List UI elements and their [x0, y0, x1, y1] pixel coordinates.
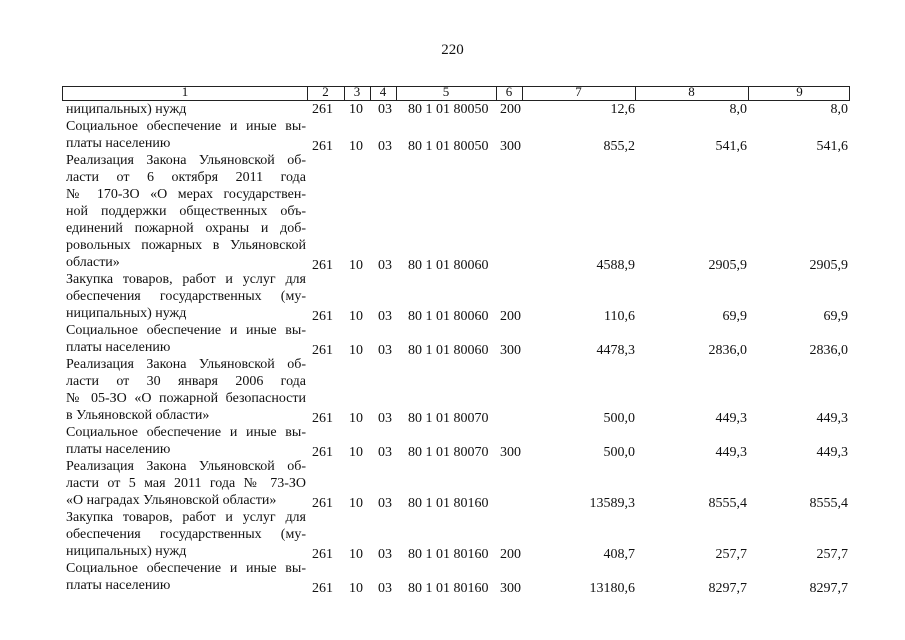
header-col-5: 5: [442, 84, 450, 99]
row-description-line: ниципальных) нужд: [66, 306, 187, 321]
row-description-line: платы населению: [66, 340, 171, 355]
row-c3-value: 10: [349, 102, 363, 117]
row-c9-value: 541,6: [816, 139, 848, 154]
row-c7-value: 408,7: [603, 547, 635, 562]
row-c8-value: 8297,7: [708, 581, 747, 596]
row-c4-value: 03: [378, 343, 392, 358]
row-description-line: обеспечения государственных (му-: [66, 527, 306, 542]
row-c3-value: 10: [349, 411, 363, 426]
row-c8-value: 2836,0: [708, 343, 747, 358]
row-c2-value: 261: [312, 445, 333, 460]
row-c5-value: 80 1 01 80060: [408, 343, 489, 358]
row-description-line: ниципальных) нужд: [66, 102, 187, 117]
row-c2-value: 261: [312, 411, 333, 426]
row-c4-value: 03: [378, 411, 392, 426]
row-description-line: Закупка товаров, работ и услуг для: [66, 510, 306, 525]
header-col-7: 7: [575, 84, 582, 99]
row-c7-value: 500,0: [603, 445, 635, 460]
row-description-line: «О наградах Ульяновской области»: [66, 493, 277, 508]
row-c8-value: 257,7: [715, 547, 747, 562]
row-description-line: Реализация Закона Ульяновской об-: [66, 153, 306, 168]
row-c4-value: 03: [378, 496, 392, 511]
row-description-line: ласти от 30 января 2006 года: [66, 374, 306, 389]
row-c6-value: 200: [500, 102, 521, 117]
page-number: 220: [441, 42, 464, 58]
row-c5-value: 80 1 01 80070: [408, 411, 489, 426]
row-c6-value: 300: [500, 445, 521, 460]
row-c8-value: 69,9: [722, 309, 747, 324]
row-c3-value: 10: [349, 139, 363, 154]
row-c7-value: 110,6: [604, 309, 635, 324]
row-c9-value: 8555,4: [809, 496, 848, 511]
row-c3-value: 10: [349, 445, 363, 460]
header-col-1: 1: [181, 84, 189, 99]
row-c3-value: 10: [349, 343, 363, 358]
row-c9-value: 8297,7: [809, 581, 848, 596]
header-col-9: 9: [796, 84, 803, 99]
row-c8-value: 8555,4: [708, 496, 747, 511]
row-c4-value: 03: [378, 547, 392, 562]
row-c2-value: 261: [312, 547, 333, 562]
row-c5-value: 80 1 01 80060: [408, 309, 489, 324]
row-description-line: № 170-ЗО «О мерах государствен-: [66, 187, 306, 202]
row-c2-value: 261: [312, 496, 333, 511]
row-description-line: единений пожарной охраны и доб-: [66, 221, 306, 236]
row-description-line: ной поддержки общественных объ-: [66, 204, 306, 219]
row-c9-value: 257,7: [816, 547, 848, 562]
row-c2-value: 261: [312, 258, 333, 273]
row-c7-value: 12,6: [610, 102, 635, 117]
row-c7-value: 4588,9: [596, 258, 635, 273]
row-description-line: Социальное обеспечение и иные вы-: [66, 119, 306, 134]
row-c3-value: 10: [349, 581, 363, 596]
row-description-line: Реализация Закона Ульяновской об-: [66, 459, 306, 474]
row-description-line: Социальное обеспечение и иные вы-: [66, 323, 306, 338]
row-description-line: Социальное обеспечение и иные вы-: [66, 425, 306, 440]
header-col-4: 4: [379, 84, 387, 99]
row-description-line: области»: [66, 255, 120, 270]
row-c8-value: 449,3: [715, 411, 747, 426]
row-c9-value: 69,9: [823, 309, 848, 324]
row-c2-value: 261: [312, 139, 333, 154]
row-c5-value: 80 1 01 80160: [408, 547, 489, 562]
row-description-line: Закупка товаров, работ и услуг для: [66, 272, 306, 287]
row-c9-value: 8,0: [830, 102, 848, 117]
row-c4-value: 03: [378, 581, 392, 596]
header-col-2: 2: [322, 84, 329, 99]
row-c2-value: 261: [312, 102, 333, 117]
row-c3-value: 10: [349, 496, 363, 511]
row-description-line: ниципальных) нужд: [66, 544, 187, 559]
row-description-line: ровольных пожарных в Ульяновской: [66, 238, 306, 253]
row-c7-value: 855,2: [603, 139, 635, 154]
row-c6-value: 200: [500, 547, 521, 562]
row-c7-value: 13180,6: [589, 581, 635, 596]
row-c3-value: 10: [349, 309, 363, 324]
row-c5-value: 80 1 01 80070: [408, 445, 489, 460]
row-c9-value: 2836,0: [809, 343, 848, 358]
row-c5-value: 80 1 01 80160: [408, 496, 489, 511]
row-c5-value: 80 1 01 80160: [408, 581, 489, 596]
row-description-line: обеспечения государственных (му-: [66, 289, 306, 304]
header-col-6: 6: [505, 84, 513, 99]
row-c8-value: 8,0: [729, 102, 747, 117]
row-description-line: платы населению: [66, 442, 171, 457]
row-description-line: ласти от 5 мая 2011 года № 73-ЗО: [66, 476, 306, 491]
row-c2-value: 261: [312, 343, 333, 358]
row-c6-value: 300: [500, 139, 521, 154]
table-header: [62, 86, 850, 100]
row-description-line: платы населению: [66, 578, 171, 593]
row-description-line: ласти от 6 октября 2011 года: [66, 170, 306, 185]
row-description-line: № 05-ЗО «О пожарной безопасности: [66, 391, 306, 406]
row-c8-value: 449,3: [715, 445, 747, 460]
row-c4-value: 03: [378, 102, 392, 117]
row-c4-value: 03: [378, 445, 392, 460]
row-c7-value: 13589,3: [589, 496, 635, 511]
row-c5-value: 80 1 01 80050: [408, 139, 489, 154]
row-c2-value: 261: [312, 581, 333, 596]
row-c8-value: 2905,9: [708, 258, 747, 273]
row-c6-value: 200: [500, 309, 521, 324]
row-description-line: Реализация Закона Ульяновской об-: [66, 357, 306, 372]
row-c9-value: 449,3: [816, 445, 848, 460]
header-col-8: 8: [688, 84, 695, 99]
row-c4-value: 03: [378, 139, 392, 154]
row-c8-value: 541,6: [715, 139, 747, 154]
row-description-line: платы населению: [66, 136, 171, 151]
row-c4-value: 03: [378, 309, 392, 324]
row-c5-value: 80 1 01 80060: [408, 258, 489, 273]
row-c2-value: 261: [312, 309, 333, 324]
row-c5-value: 80 1 01 80050: [408, 102, 489, 117]
row-c9-value: 2905,9: [809, 258, 848, 273]
row-c9-value: 449,3: [816, 411, 848, 426]
row-description-line: в Ульяновской области»: [66, 408, 210, 423]
row-description-line: Социальное обеспечение и иные вы-: [66, 561, 306, 576]
row-c6-value: 300: [500, 343, 521, 358]
row-c3-value: 10: [349, 547, 363, 562]
row-c4-value: 03: [378, 258, 392, 273]
row-c7-value: 4478,3: [596, 343, 635, 358]
row-c7-value: 500,0: [603, 411, 635, 426]
row-c6-value: 300: [500, 581, 521, 596]
header-col-3: 3: [353, 84, 361, 99]
row-c3-value: 10: [349, 258, 363, 273]
